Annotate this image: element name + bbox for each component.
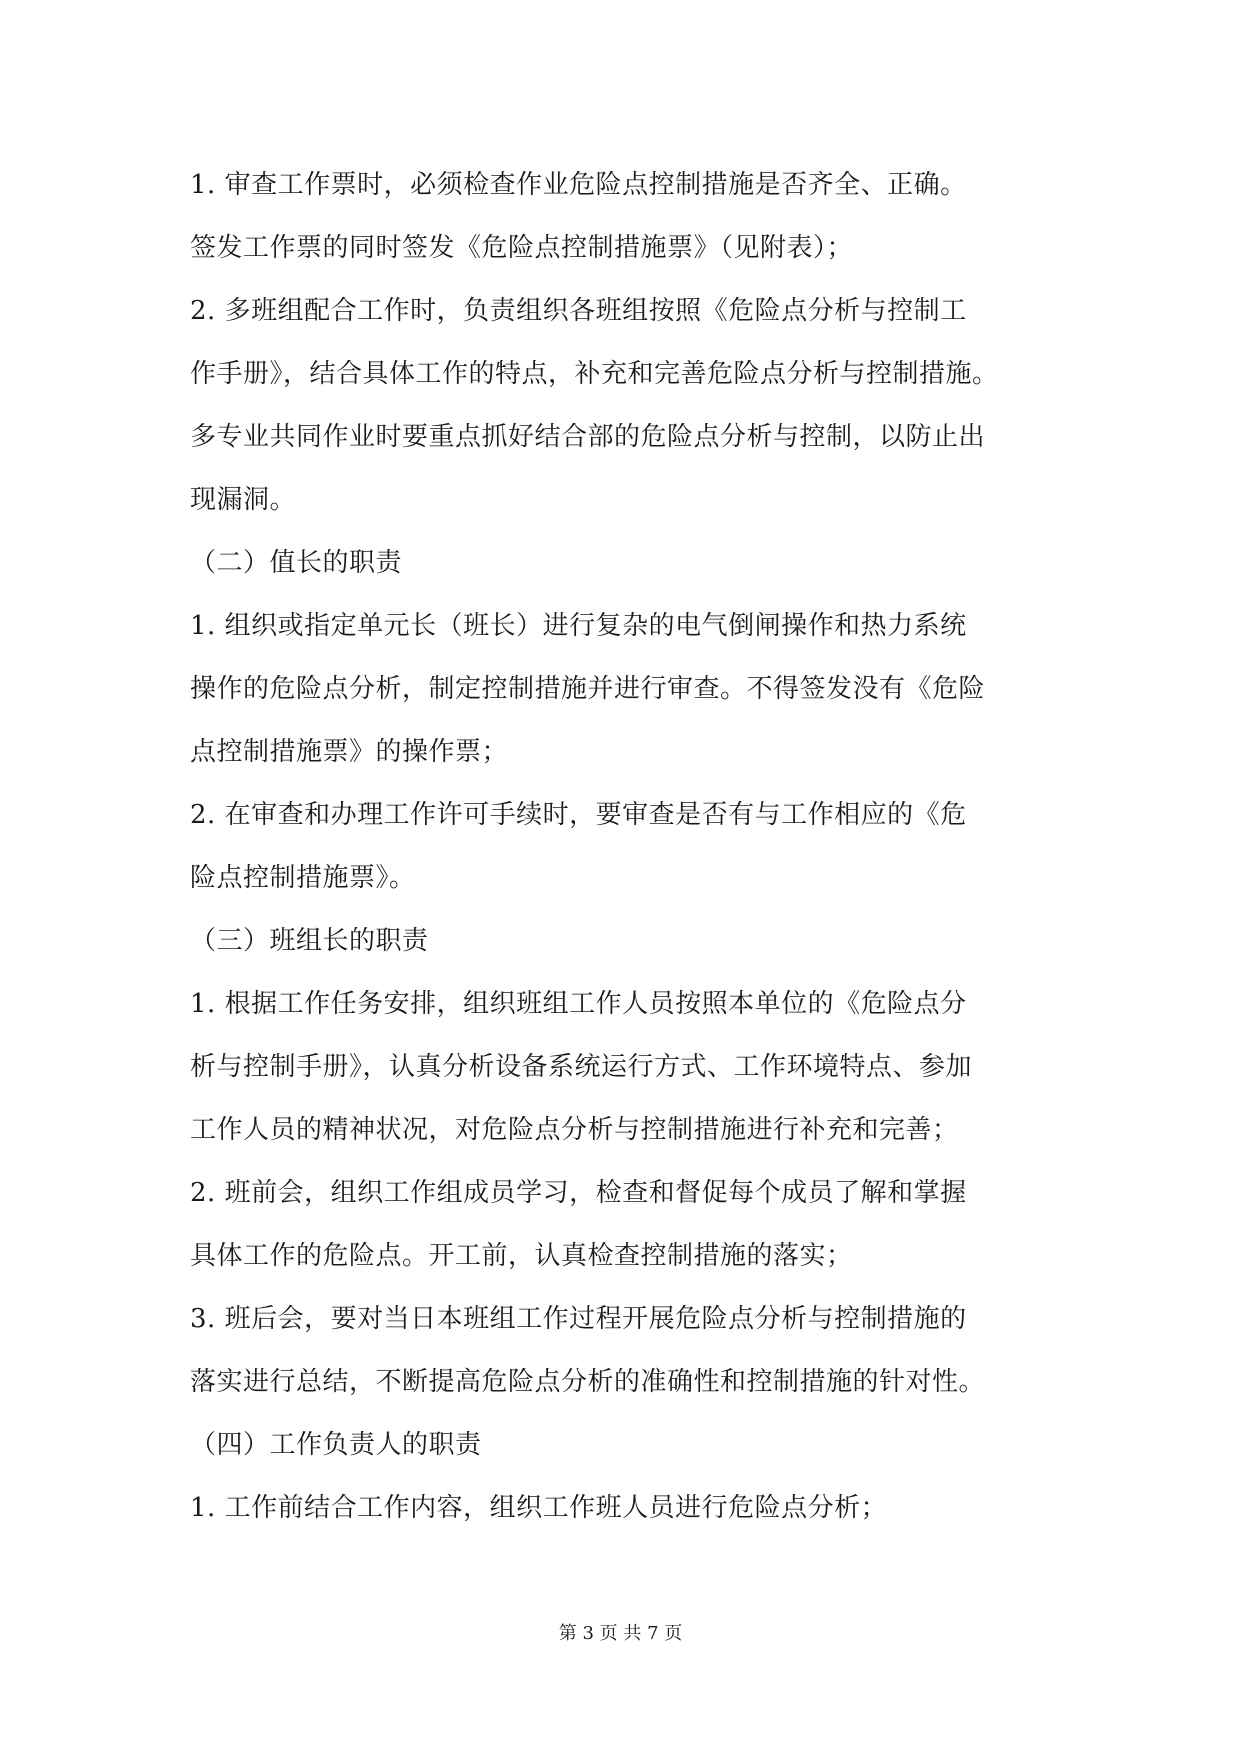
text-line: 作手册》，结合具体工作的特点，补充和完善危险点分析与控制措施。 [190, 359, 999, 389]
text-line: 2. 多班组配合工作时，负责组织各班组按照《危险点分析与控制工 [190, 296, 967, 326]
section-heading: （四）工作负责人的职责 [190, 1430, 482, 1460]
text-line: 具体工作的危险点。开工前，认真检查控制措施的落实； [190, 1241, 853, 1271]
text-line: 工作人员的精神状况，对危险点分析与控制措施进行补充和完善； [190, 1115, 959, 1145]
text-line: 操作的危险点分析，制定控制措施并进行审查。不得签发没有《危险 [190, 674, 986, 704]
text-line: 2. 在审查和办理工作许可手续时，要审查是否有与工作相应的《危 [190, 800, 967, 830]
section-heading: （二）值长的职责 [190, 548, 403, 578]
text-line: 现漏洞。 [190, 485, 297, 515]
text-line: 1. 组织或指定单元长（班长）进行复杂的电气倒闸操作和热力系统 [190, 611, 967, 641]
text-line: 1. 根据工作任务安排，组织班组工作人员按照本单位的《危险点分 [190, 989, 967, 1019]
text-line: 1. 审查工作票时，必须检查作业危险点控制措施是否齐全、正确。 [190, 170, 967, 200]
text-line: 析与控制手册》，认真分析设备系统运行方式、工作环境特点、参加 [190, 1052, 973, 1082]
text-line: 1. 工作前结合工作内容，组织工作班人员进行危险点分析； [190, 1493, 888, 1523]
text-line: 签发工作票的同时签发《危险点控制措施票》（见附表）； [190, 233, 854, 263]
text-line: 点控制措施票》的操作票； [190, 737, 509, 767]
page-number-footer: 第 3 页 共 7 页 [558, 1623, 683, 1644]
text-line: 3. 班后会，要对当日本班组工作过程开展危险点分析与控制措施的 [190, 1304, 967, 1334]
text-line: 多专业共同作业时要重点抓好结合部的危险点分析与控制，以防止出 [190, 422, 986, 452]
text-line: 落实进行总结，不断提高危险点分析的准确性和控制措施的针对性。 [190, 1367, 986, 1397]
section-heading: （三）班组长的职责 [190, 926, 429, 956]
text-line: 2. 班前会，组织工作组成员学习，检查和督促每个成员了解和掌握 [190, 1178, 967, 1208]
text-line: 险点控制措施票》。 [190, 863, 416, 893]
